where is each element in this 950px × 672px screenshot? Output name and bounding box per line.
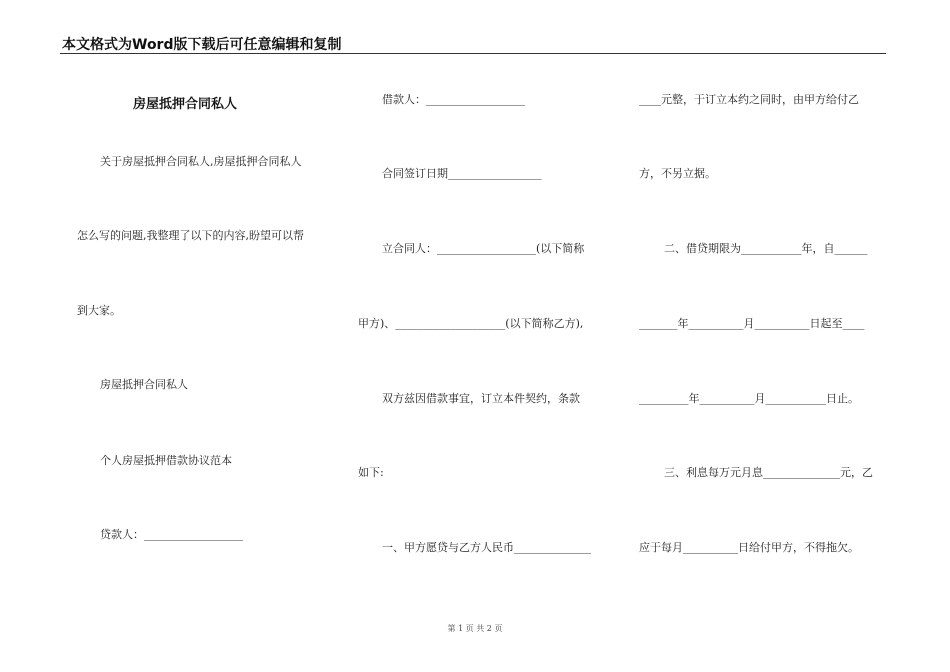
paragraph-line: 三、利息每万元月息______________元，乙 bbox=[664, 466, 873, 479]
paragraph-line: 一、甲方愿贷与乙方人民币______________ bbox=[382, 541, 591, 554]
paragraph-line: 怎么写的问题,我整理了以下的内容,盼望可以帮 bbox=[77, 229, 304, 242]
paragraph-line: 双方兹因借款事宜，订立本件契约，条款 bbox=[382, 392, 580, 405]
paragraph-line: 房屋抵押合同私人 bbox=[100, 378, 188, 391]
paragraph-line: _______年__________月__________日起至____ bbox=[639, 317, 865, 330]
paragraph-line: ____元整，于订立本约之同时，由甲方给付乙 bbox=[639, 93, 859, 106]
header-title: 本文格式为Word版下载后可任意编辑和复制 bbox=[62, 37, 342, 53]
page-indicator: 第 1 页 共 2 页 bbox=[447, 624, 503, 633]
paragraph-line: 到大家。 bbox=[77, 304, 121, 317]
paragraph-line: 方，不另立据。 bbox=[639, 167, 716, 180]
paragraph-line: 如下: bbox=[358, 466, 384, 479]
paragraph-line: _________年__________月___________日止。 bbox=[639, 392, 859, 405]
paragraph-line: 应于每月__________日给付甲方，不得拖欠。 bbox=[639, 541, 859, 554]
lender-field-line: 贷款人：__________________ bbox=[100, 528, 243, 541]
borrower-field-line: 借款人：__________________ bbox=[382, 93, 525, 106]
paragraph-line: 个人房屋抵押借款协议范本 bbox=[100, 454, 232, 467]
contract-date-line: 合同签订日期_________________ bbox=[382, 167, 542, 180]
header-divider bbox=[60, 53, 886, 54]
paragraph-line: 甲方)、____________________(以下简称乙方), bbox=[358, 317, 584, 330]
paragraph-line: 二、借贷期限为___________年，自______ bbox=[664, 242, 868, 255]
paragraph-line: 关于房屋抵押合同私人,房屋抵押合同私人 bbox=[100, 155, 302, 168]
document-title: 房屋抵押合同私人 bbox=[133, 97, 238, 112]
paragraph-line: 立合同人：__________________(以下简称 bbox=[382, 242, 585, 255]
